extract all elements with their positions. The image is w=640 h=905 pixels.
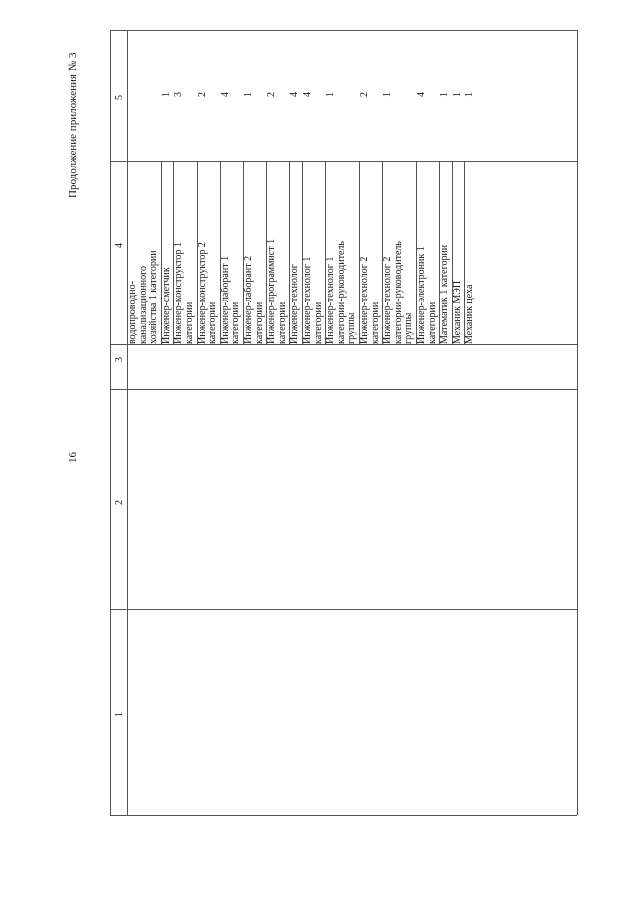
col-sep-3-4 <box>110 344 577 345</box>
position-title-line: категории <box>253 301 265 344</box>
table-top-border <box>110 30 577 31</box>
position-count: 2 <box>196 92 208 97</box>
position-title-line: Математик 1 категории <box>439 244 451 344</box>
position-title-line: категории <box>426 301 438 344</box>
col-sep-4-5 <box>110 161 577 162</box>
position-title-line: Инженер-технолог 2 <box>359 256 370 344</box>
position-count: 1 <box>325 92 337 97</box>
header-row-separator <box>127 30 128 815</box>
position-title-line: Инженер-программист 1 <box>266 238 278 344</box>
col-sep-1-2 <box>110 609 577 610</box>
position-title-line: Инженер-технолог 1 <box>302 256 313 344</box>
position-count: 2 <box>359 92 370 97</box>
position-title-line: группы <box>403 312 415 344</box>
position-title-line: водопроводно- <box>127 281 138 344</box>
position-count: 1 <box>464 92 476 97</box>
position-title-line: категории <box>230 301 242 344</box>
position-title-line: Инженер-конструктор 1 <box>173 242 185 344</box>
position-count: 3 <box>173 92 185 97</box>
position-title-line: Инженер-технолог <box>289 264 301 344</box>
position-count: 1 <box>439 92 451 97</box>
position-title-line: Инженер-технолог 1 <box>325 256 337 344</box>
position-title-line: Механик цеха <box>464 284 476 344</box>
position-count: 1 <box>382 92 394 97</box>
position-title-line: категории <box>369 301 381 344</box>
column-header-1: 1 <box>114 712 125 717</box>
position-count: 1 <box>160 92 172 97</box>
table-left-border <box>110 30 111 815</box>
position-title-line: категории-руководитель <box>335 241 347 344</box>
position-title-line: группы <box>346 312 358 344</box>
column-header-3: 3 <box>114 357 125 362</box>
position-title-line: категории <box>207 301 219 344</box>
position-title-line: категории <box>184 301 195 344</box>
position-title-line: Инженер-электроник 1 <box>416 246 427 344</box>
position-title-line: категории <box>276 301 288 344</box>
table-bottom-border <box>110 815 577 816</box>
position-count: 4 <box>416 92 427 97</box>
position-title-line: Инженер-конструктор 2 <box>196 242 208 344</box>
column-header-4: 4 <box>114 243 125 248</box>
position-title-line: Инженер-лаборант 2 <box>243 255 254 344</box>
page-number: 16 <box>67 452 79 463</box>
position-count: 4 <box>219 92 231 97</box>
position-title-line: Механик МЭП <box>451 280 463 344</box>
position-title-line: Инженер-технолог 2 <box>382 256 394 344</box>
col-sep-2-3 <box>110 389 577 390</box>
position-count: 1 <box>243 92 254 97</box>
position-title-line: канализационного <box>137 265 149 344</box>
position-title-line: категории-руководитель <box>392 241 404 344</box>
column-header-2: 2 <box>114 500 125 505</box>
position-count: 1 <box>451 92 463 97</box>
position-title-line: Инженер-сметчик <box>160 267 172 344</box>
position-count: 4 <box>302 92 313 97</box>
position-title-line: Инженер-лаборант 1 <box>219 255 231 344</box>
column-header-5: 5 <box>114 95 125 100</box>
position-title-line: категории <box>312 301 324 344</box>
continuation-title: Продолжение приложения № 3 <box>67 52 79 198</box>
position-count: 4 <box>289 92 301 97</box>
position-count: 2 <box>266 92 278 97</box>
table-right-border <box>577 30 578 815</box>
position-title-line: хозяйства 1 категории <box>148 250 160 344</box>
